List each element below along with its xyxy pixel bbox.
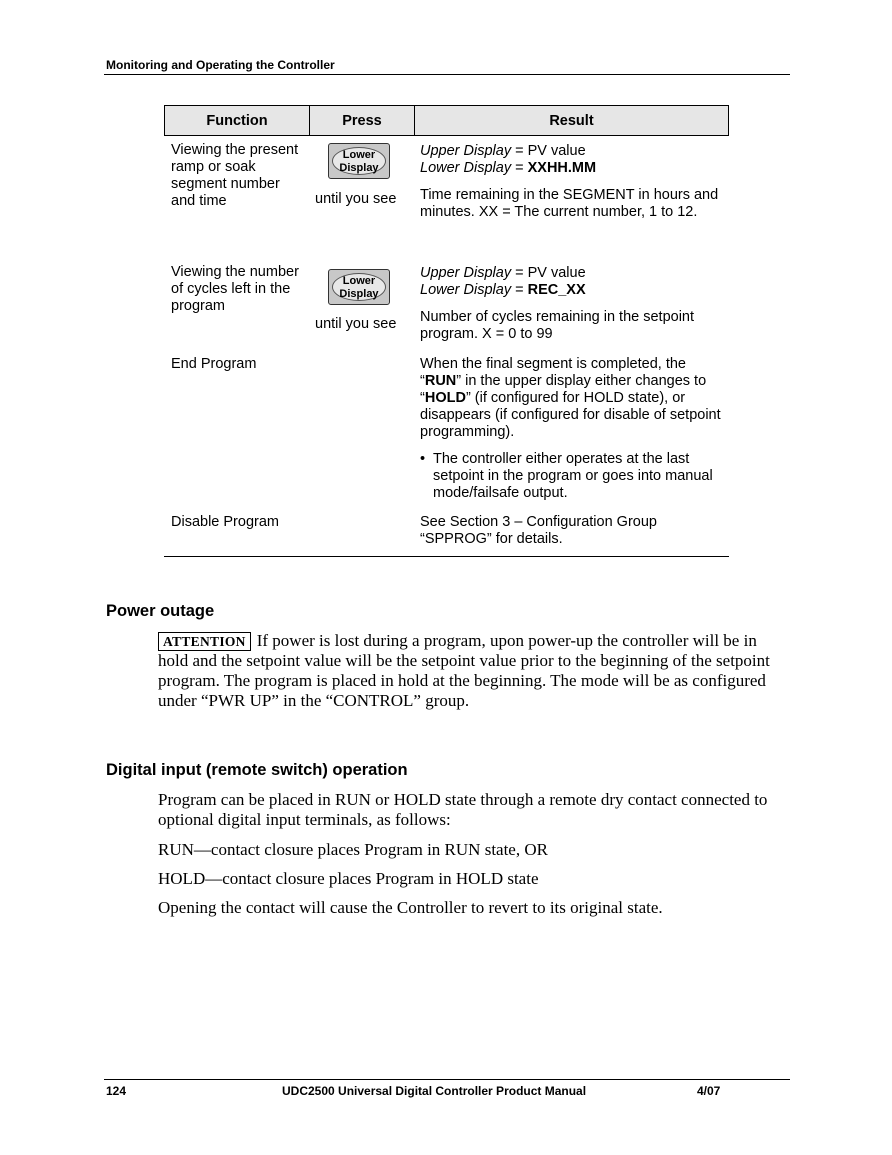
bullet-icon: •	[420, 451, 426, 467]
key-label: Lower Display	[332, 147, 386, 175]
row-function: End Program	[171, 356, 257, 372]
bullet-text: The controller either operates at the last setpoint in the program or goes into manual mode/failsafe output.	[433, 451, 713, 501]
row-result	[420, 356, 725, 441]
power-outage-paragraph	[158, 631, 788, 711]
result-note: Number of cycles remaining in the setpoint program. X = 0 to 99	[420, 309, 695, 342]
table-bottom-rule	[164, 556, 729, 557]
press-note: until you see	[315, 191, 397, 207]
row-result	[420, 143, 725, 177]
result-text: ” (if configured for HOLD state), or disappears (if configured for disable of setpoint programming).	[420, 390, 721, 440]
result-code: REC_XX	[527, 282, 586, 298]
column-header-function: Function	[206, 113, 268, 129]
press-note: until you see	[315, 316, 397, 332]
section-heading-digital-input: Digital input (remote switch) operation	[106, 761, 408, 779]
result-value: = PV value	[511, 265, 586, 281]
header-rule	[104, 74, 790, 75]
result-eq: =	[511, 160, 528, 176]
digital-input-paragraph: HOLD—contact closure places Program in HOLD state	[158, 869, 539, 888]
result-text: When the final segment is completed, the “	[420, 356, 686, 389]
digital-input-paragraph: RUN—contact closure places Program in RUN state, OR	[158, 840, 548, 859]
result-label: Upper Display	[420, 143, 512, 159]
section-heading-power-outage: Power outage	[106, 602, 215, 620]
result-text: ” in the upper display either changes to “	[420, 373, 707, 406]
power-outage-text: If power is lost during a program, upon power-up the controller will be in hold and the setpoint value will be the setpoint value prior to the beginning of the setpoint program. The program is placed in hold at the beginning. The mode will be as configured under “PWR UP” in the “CONTROL” group.	[158, 631, 770, 710]
lower-display-key-icon	[328, 269, 390, 305]
row-result: See Section 3 – Configuration Group “SPPROG” for details.	[420, 514, 657, 547]
row-function: Disable Program	[171, 514, 279, 530]
result-eq: =	[511, 282, 528, 298]
running-header: Monitoring and Operating the Controller	[106, 58, 335, 72]
result-code: XXHH.MM	[527, 160, 597, 176]
key-label: Lower Display	[332, 273, 386, 301]
footer-date: 4/07	[697, 1084, 721, 1098]
row-function: Viewing the present ramp or soak segment number and time	[171, 142, 299, 209]
page-number: 124	[106, 1084, 127, 1098]
row-result	[420, 265, 725, 299]
column-header-result: Result	[549, 113, 594, 129]
table-header	[164, 105, 729, 136]
result-label: Upper Display	[420, 265, 512, 281]
result-run: RUN	[424, 373, 457, 389]
result-hold: HOLD	[424, 390, 466, 406]
footer-title: UDC2500 Universal Digital Controller Product Manual	[282, 1084, 587, 1098]
lower-display-key-icon	[328, 143, 390, 179]
result-label: Lower Display	[420, 282, 512, 298]
attention-label: ATTENTION	[158, 632, 251, 651]
result-value: = PV value	[511, 143, 586, 159]
row-function: Viewing the number of cycles left in the program	[171, 264, 299, 314]
column-header-press: Press	[342, 113, 382, 129]
footer-rule	[104, 1079, 790, 1080]
digital-input-paragraph: Program can be placed in RUN or HOLD state through a remote dry contact connected to optional digital input terminals, as follows:	[158, 790, 768, 829]
digital-input-paragraph: Opening the contact will cause the Controller to revert to its original state.	[158, 898, 663, 917]
result-note: Time remaining in the SEGMENT in hours and minutes. XX = The current number, 1 to 12.	[420, 187, 719, 220]
result-label: Lower Display	[420, 160, 512, 176]
